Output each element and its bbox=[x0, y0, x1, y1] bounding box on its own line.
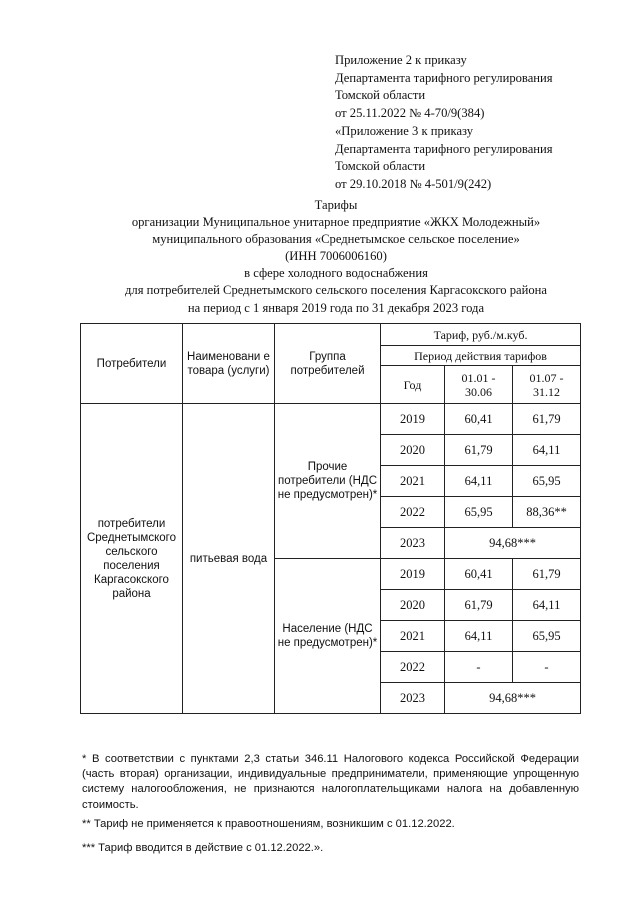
year-cell: 2020 bbox=[381, 435, 445, 466]
tariff-h2-cell: 61,79 bbox=[513, 559, 581, 590]
tariff-h1-cell: 64,11 bbox=[445, 466, 513, 497]
tariff-h1-cell: 65,95 bbox=[445, 497, 513, 528]
year-cell: 2021 bbox=[381, 466, 445, 497]
tariff-merged-cell: 94,68*** bbox=[445, 528, 581, 559]
header-half1: 01.01 - 30.06 bbox=[445, 366, 513, 404]
title-line: Тарифы bbox=[314, 198, 358, 212]
header-group: Группа потребителей bbox=[275, 324, 381, 404]
year-cell: 2022 bbox=[381, 652, 445, 683]
title-line: муниципального образования «Среднетымское сельское поселение» bbox=[152, 232, 520, 247]
group-cell: Прочие потребители (НДС не предусмотрен)* bbox=[275, 404, 381, 559]
year-cell: 2020 bbox=[381, 590, 445, 621]
product-cell: питьевая вода bbox=[183, 404, 275, 714]
tariff-h1-cell: 60,41 bbox=[445, 404, 513, 435]
header-line: «Приложение 3 к приказу bbox=[335, 123, 474, 138]
header-line: от 25.11.2022 № 4-70/9(384) bbox=[335, 106, 485, 121]
year-cell: 2021 bbox=[381, 621, 445, 652]
tariff-table bbox=[80, 323, 581, 714]
document-title bbox=[60, 197, 612, 317]
footnote-not-applied: ** Тариф не применяется к правоотношениям, возникшим с 01.12.2022. bbox=[82, 817, 455, 830]
header-consumers: Потребители bbox=[81, 324, 183, 404]
year-cell: 2023 bbox=[381, 683, 445, 714]
tariff-h1-cell: 61,79 bbox=[445, 590, 513, 621]
header-year: Год bbox=[381, 366, 445, 404]
title-line: в сфере холодного водоснабжения bbox=[244, 266, 428, 281]
year-cell: 2019 bbox=[381, 404, 445, 435]
title-line: (ИНН 7006006160) bbox=[285, 249, 387, 264]
table-row bbox=[81, 404, 581, 435]
tariff-h2-cell: 61,79 bbox=[513, 404, 581, 435]
header-period: Период действия тарифов bbox=[381, 346, 581, 366]
year-cell: 2019 bbox=[381, 559, 445, 590]
tariff-h2-cell: 64,11 bbox=[513, 435, 581, 466]
tariff-h1-cell: 64,11 bbox=[445, 621, 513, 652]
tariff-h2-cell: 64,11 bbox=[513, 590, 581, 621]
tariff-h1-cell: 61,79 bbox=[445, 435, 513, 466]
footnote-vat: * В соответствии с пунктами 2,3 статьи 346.11 Налогового кодекса Российской Федерации (часть вторая) организации, индивидуальные предприниматели, применяющие упрощенную систему налогообложения, не признаются налогоплательщиками налога на добавленную стоимость. bbox=[82, 753, 579, 811]
header-line: Департамента тарифного регулирования bbox=[335, 70, 553, 85]
title-line: на период с 1 января 2019 года по 31 декабря 2023 года bbox=[187, 300, 485, 315]
header-product: Наименовани е товара (услуги) bbox=[183, 324, 275, 404]
group-cell: Население (НДС не предусмотрен)* bbox=[275, 559, 381, 714]
header-line: Томской области bbox=[335, 159, 426, 174]
title-line: для потребителей Среднетымского сельского поселения Каргасокского района bbox=[125, 283, 547, 298]
header-half2: 01.07 - 31.12 bbox=[513, 366, 581, 404]
consumer-cell: потребители Среднетымского сельского поселения Каргасокского района bbox=[81, 404, 183, 714]
tariff-merged-cell: 94,68*** bbox=[445, 683, 581, 714]
tariff-h1-cell: 60,41 bbox=[445, 559, 513, 590]
tariff-h1-cell: - bbox=[445, 652, 513, 683]
tariff-h2-cell: - bbox=[513, 652, 581, 683]
year-cell: 2023 bbox=[381, 528, 445, 559]
title-line: организации Муниципальное унитарное предприятие «ЖКХ Молодежный» bbox=[131, 215, 541, 230]
header-tariff: Тариф, руб./м.куб. bbox=[381, 324, 581, 346]
header-line: от 29.10.2018 № 4-501/9(242) bbox=[335, 176, 492, 191]
footnotes bbox=[82, 752, 579, 856]
header-line: Томской области bbox=[335, 88, 426, 103]
footnote-effective-date: *** Тариф вводится в действие с 01.12.2022.». bbox=[82, 842, 324, 855]
tariff-h2-cell: 65,95 bbox=[513, 621, 581, 652]
approval-header bbox=[335, 52, 615, 194]
header-line: Приложение 2 к приказу bbox=[335, 53, 467, 67]
header-line: Департамента тарифного регулирования bbox=[335, 141, 553, 156]
tariff-h2-cell: 65,95 bbox=[513, 466, 581, 497]
tariff-h2-cell: 88,36** bbox=[513, 497, 581, 528]
year-cell: 2022 bbox=[381, 497, 445, 528]
